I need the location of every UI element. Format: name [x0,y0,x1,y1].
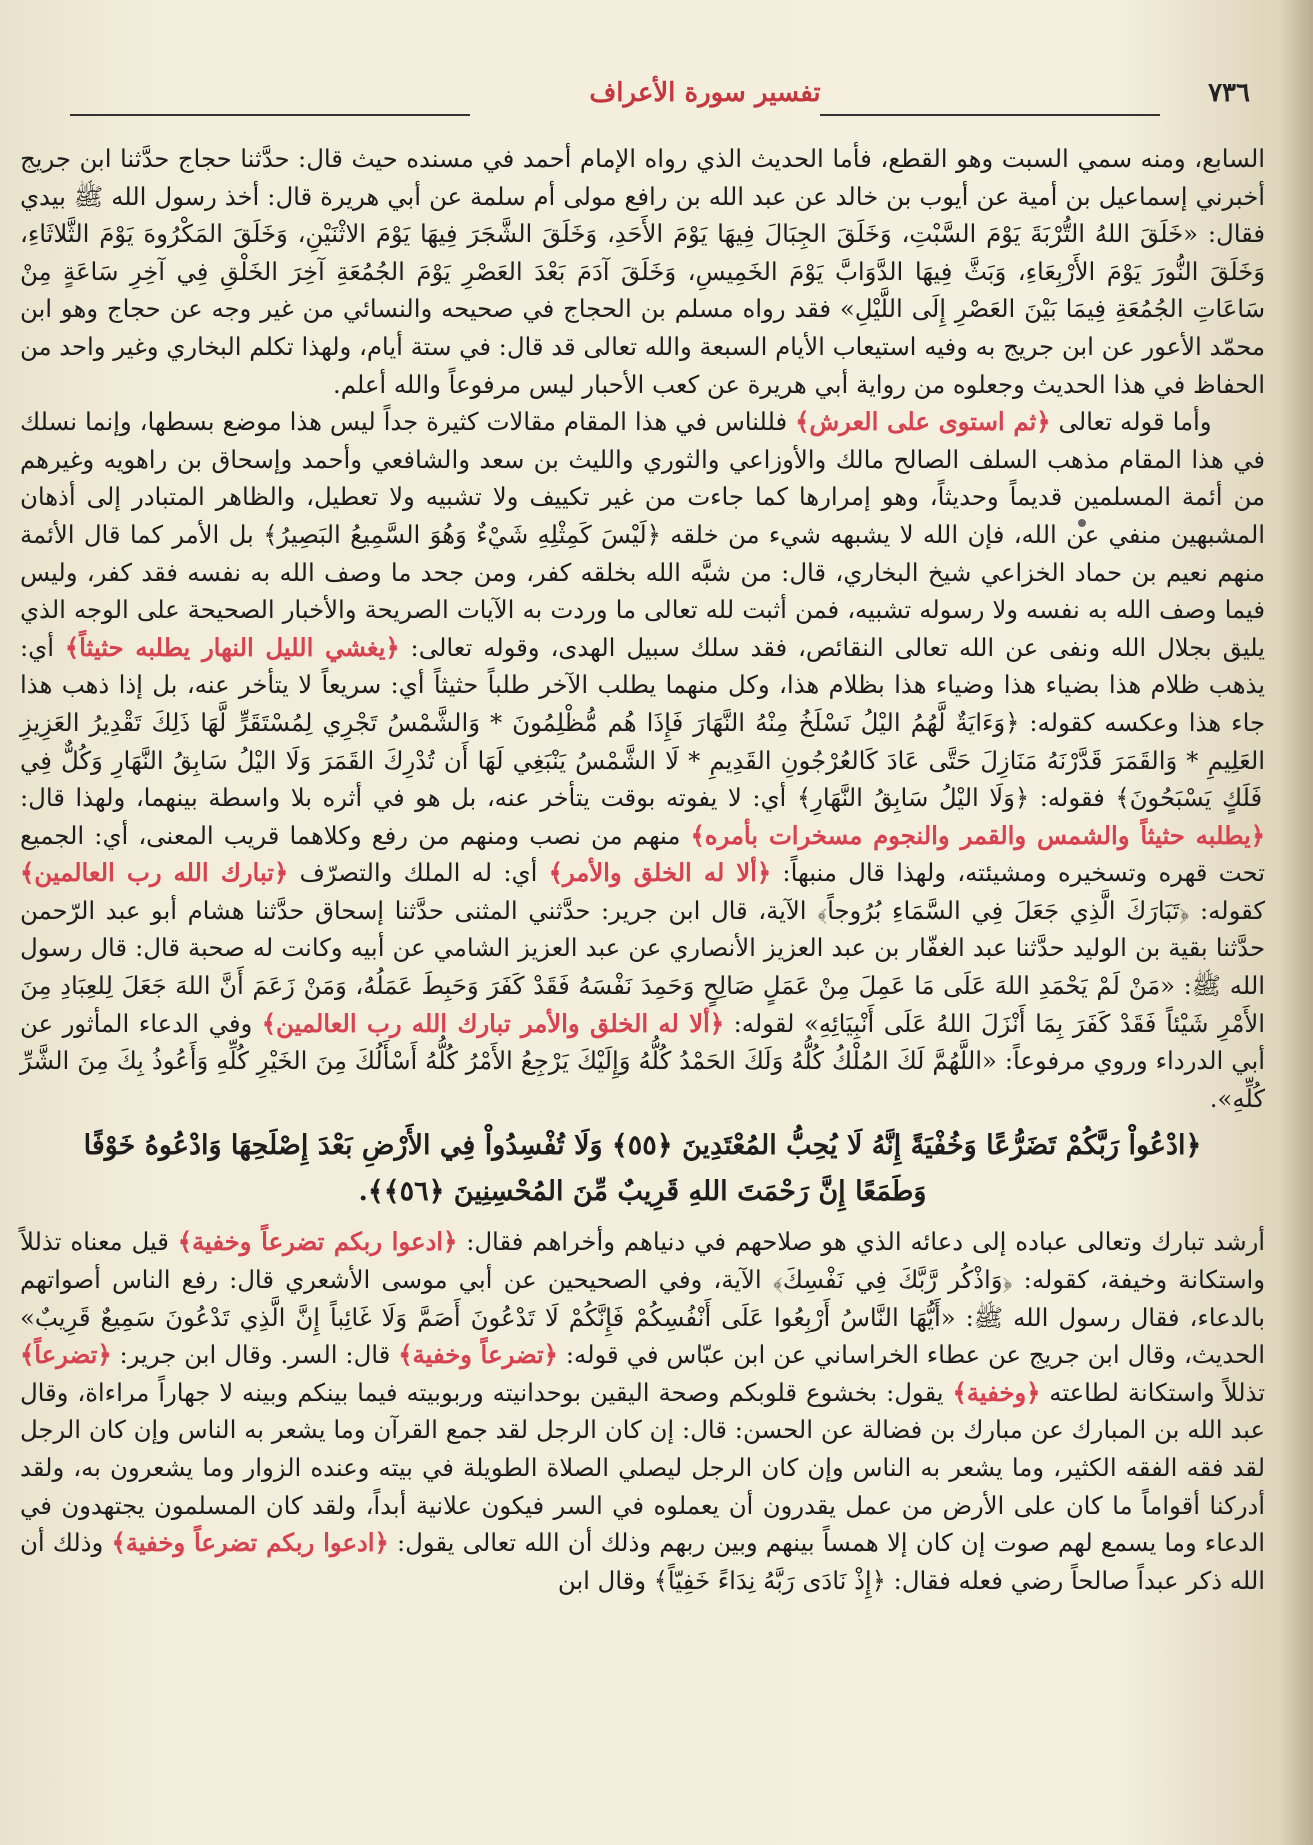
p2-run-0: وأما قوله تعالى [1058,407,1212,437]
p2-quran-ref-3: ﴿يطلبه حثيثاً والشمس والقمر والنجوم مسخرات بأمره﴾ [690,820,1265,850]
p3-quran-ref-4: ﴿وخفية﴾ [952,1377,1041,1407]
header-rule-right [820,114,1160,116]
p3-run-8: يقول: بخشوع قلوبكم وصحة اليقين بوحدانيته وربوبيته فيما بينكم وبينه لا جهاراً مراءاة، وقال عبد الله بن المبارك عن مبارك بن فضالة عن الحسن: قال: إن كان الرجل لقد جمع القرآن وما يشعر به الناس وإن كان الرجل لقد فقه الفقه الكثير، وما يشعر به الناس وإن كان الرجل ليصلي الصلاة الطويلة في بيته وعنده الزوار وما يشعرون به، ولقد أدركنا أقواماً ما كان على الأرض من عمل يقدرون أن يعملوه في السر فيكون علانية أبداً، ولقد كان المسلمون يجتهدون في الدعاء وما يسمع لهم صوت إن كان إلا همساً بينهم وبين ربهم وذلك أن الله تعالى يقول: [20,1377,1266,1558]
p3-run-4: قال: السر. وقال ابن جرير: [111,1340,391,1370]
p3-run-6: تذللاً واستكانة لطاعته [1040,1377,1265,1407]
p3-quran-ref-2: ﴿تضرعاً وخفية﴾ [398,1340,558,1370]
page-header [70,78,1250,118]
paragraph-2 [20,403,1265,1117]
p2-run-2: فللناس في هذا المقام مقالات كثيرة جداً ليس هذا موضع بسطها، وإنما نسلك في هذا المقام مذهب السلف الصالح مالك والأوزاعي والثوري والليث بن سعد والشافعي وأحمد وإسحاق بن راهويه وغيرهم من أئمة المسلمين قديماً وحديثاً، وهو إمرارها كما جاءت من غير تكييف ولا تشبيه ولا تعطيل، والظاهر المتبادر إلى أذهان المشبهين منفي عن الله، فإن الله لا يشبهه شيء من خلقه ﴿لَيْسَ كَمِثْلِهِ شَيْءٌ وَهُوَ السَّمِيعُ البَصِيرُ﴾ بل الأمر كما قال الأئمة منهم نعيم بن حماد الخزاعي شيخ البخاري، قال: من شبَّه الله بخلقه كفر، ومن جحد ما وصف الله به نفسه فقد كفر، وليس فيما وصف الله به نفسه ولا رسوله تشبيه، فمن أثبت لله تعالى ما وردت به الآيات الصريحة والأخبار الصحيحة على الوجه الذي يليق بجلال الله ونفى عن الله تعالى النقائص، فقد سلك سبيل الهدى، وقوله تعالى: [20,407,1265,662]
running-title: تفسير سورة الأعراف [589,78,821,108]
quran-verse-block: ﴿ادْعُواْ رَبَّكُمْ تَضَرُّعًا وَخُفْيَةً إِنَّهُ لَا يُحِبُّ المُعْتَدِينَ ﴿٥٥﴾ وَلَا تُفْسِدُواْ فِي الأَرْضِ بَعْدَ إِصْلَحِهَا وَادْعُوهُ خَوْفًا وَطَمَعًا إِنَّ رَحْمَتَ اللهِ قَرِيبٌ مِّنَ المُحْسِنِينَ ﴿٥٦﴾﴾. [83,1130,1202,1208]
p3-quran-ref-3: ﴿تضرعاً﴾ [20,1340,112,1370]
p2-run-12: وفي الدعاء المأثور عن أبي الدرداء وروي مرفوعاً: «اللَّهُمَّ لَكَ المُلْكُ كُلُّهُ وَلَكَ الحَمْدُ كُلُّهُ وَإِلَيْكَ يَرْجِعُ الأَمْرُ كُلُّهُ أَسْأَلُكَ مِنَ الخَيْرِ كُلِّهِ وَأَعُوذُ بِكَ مِنَ الشَّرِّ كُلِّهِ». [20,1008,1265,1113]
p3-run-10: وذلك أن الله ذكر عبداً صالحاً رضي فعله فقال: ﴿إِذْ نَادَى رَبَّهُ نِدَاءً خَفِيّاً﴾ وقال ابن [20,1528,1265,1595]
p2-quran-ref-4: ﴿ألا له الخلق والأمر﴾ [548,858,772,888]
p3-quran-ref-1: ﴿ادعوا ربكم تضرعاً وخفية﴾ [177,1227,458,1257]
p2-run-4: أي: يذهب ظلام هذا بضياء هذا وضياء هذا بظلام هذا، وكل منهما يطلب الآخر طلباً حثيثاً أي: سريعاً لا يتأخر عنه، بل إذا ذهب هذا جاء هذا وعكسه كقوله: ﴿وَءَايَةٌ لَّهُمُ اليْلُ نَسْلَخُ مِنْهُ النَّهَارَ فَإِذَا هُم مُّظْلِمُونَ * وَالشَّمْسُ تَجْرِي لِمُسْتَقَرٍّ لَّهَا ذَلِكَ تَقْدِيرُ العَزِيزِ العَلِيمِ * وَالقَمَرَ قَدَّرْنَهُ مَنَازِلَ حَتَّى عَادَ كَالعُرْجُونِ القَدِيمِ * لَا الشَّمْسُ يَنْبَغِي لَهَا أَن تُدْرِكَ القَمَرَ وَلَا اليْلُ سَابِقُ النَّهَارِ وَكُلٌّ فِي فَلَكٍ يَسْبَحُونَ﴾ فقوله: ﴿وَلَا اليْلُ سَابِقُ النَّهَارِ﴾ أي: لا يفوته بوقت يتأخر عنه، بل هو في أثره بلا واسطة بينهما، ولهذا قال: [20,632,1265,813]
paragraph-1 [20,140,1265,403]
paragraph-3 [20,1223,1265,1599]
p3-run-2: قيل معناه تذللاً واستكانة وخيفة، كقوله: ﴿وَاذْكُر رَّبَّكَ فِي نَفْسِكَ﴾ الآية، وفي الصحيحين عن أبي موسى الأشعري قال: رفع الناس أصواتهم بالدعاء، فقال رسول الله ﷺ: «أَيُّهَا النَّاسُ أَرْبِعُوا عَلَى أَنْفُسِكُمْ فَإِنَّكُمْ لَا تَدْعُونَ أَصَمَّ وَلَا غَائِباً إِنَّ الَّذِي تَدْعُونَ سَمِيعٌ قَرِيبٌ» الحديث، وقال ابن جريج عن عطاء الخراساني عن ابن عبّاس في قوله: [20,1227,1265,1370]
p3-quran-ref-5: ﴿ادعوا ربكم تضرعاً وخفية﴾ [111,1528,389,1558]
p2-quran-ref-2: ﴿يغشي الليل النهار يطلبه حثيثاً﴾ [64,632,400,662]
body-text [20,140,1265,1599]
p2-quran-ref-5: ﴿تبارك الله رب العالمين﴾ [20,858,289,888]
page-edge-shadow [1281,0,1313,1845]
p2-run-10: كقوله: ﴿تَبَارَكَ الَّذِي جَعَلَ فِي السَّمَاءِ بُرُوجاً﴾ الآية، قال ابن جرير: حدَّثني المثنى حدَّثنا إسحاق حدَّثنا هشام أبو عبد الرّحمن حدَّثنا بقية بن الوليد حدَّثنا عبد الغفّار بن عبد العزيز الأنصاري عن عبد العزيز الشامي عن أبيه وكانت له صحبة قال: قال رسول الله ﷺ: «مَنْ لَمْ يَحْمَدِ اللهَ عَلَى مَا عَمِلَ مِنْ عَمَلٍ صَالِحٍ وَحَمِدَ نَفْسَهُ فَقَدْ كَفَرَ وَحَبِطَ عَمَلُهُ، وَمَنْ زَعَمَ أَنَّ اللهَ جَعَلَ لِلعِبَادِ مِنَ الأَمْرِ شَيْئاً فَقَدْ كَفَرَ بِمَا أَنْزَلَ اللهُ عَلَى أَنْبِيَائِهِ» لقوله: [20,895,1265,1038]
page-number: ٧٣٦ [1208,78,1250,108]
p3-run-0: أرشد تبارك وتعالى عباده إلى دعائه الذي هو صلاحهم في دنياهم وأخراهم فقال: [457,1227,1265,1257]
p2-run-6: منهم من نصب ومنهم من رفع وكلاهما قريب المعنى، أي: الجميع تحت قهره وتسخيره ومشيئته، ولهذا قال منبهاً: [20,820,1265,888]
p2-run-8: أي: له الملك والتصرّف [288,858,538,888]
paragraph-1-text: السابع، ومنه سمي السبت وهو القطع، فأما الحديث الذي رواه الإمام أحمد في مسنده حيث قال: حدَّثنا حجاج حدَّثنا ابن جريج أخبرني إسماعيل بن أمية عن أيوب بن خالد عن عبد الله بن رافع مولى أم سلمة عن أبي هريرة قال: أخذ رسول الله ﷺ بيدي فقال: «خَلَقَ اللهُ التُّرْبَةَ يَوْمَ السَّبْتِ، وَخَلَقَ الجِبَالَ فِيهَا يَوْمَ الأَحَدِ، وَخَلَقَ الشَّجَرَ فِيهَا يَوْمَ الاثْنَيْنِ، وَخَلَقَ المَكْرُوهَ يَوْمَ الثَّلاثَاءِ، وَخَلَقَ النُّورَ يَوْمَ الأَرْبِعَاءِ، وَبَثَّ فِيهَا الدَّوَابَّ يَوْمَ الخَمِيسِ، وَخَلَقَ آدَمَ بَعْدَ العَصْرِ يَوْمَ الجُمُعَةِ آخِرَ الخَلْقِ فِي آخِرِ سَاعَةٍ مِنْ سَاعَاتِ الجُمُعَةِ فِيمَا بَيْنَ العَصْرِ إِلَى اللَّيْلِ» فقد رواه مسلم بن الحجاج في صحيحه والنسائي من غير وجه عن حجاج وهو ابن محمّد الأعور عن ابن جريج به وفيه استيعاب الأيام السبعة والله تعالى قد قال: في ستة أيام، ولهذا تكلم البخاري وغير واحد من الحفاظ في هذا الحديث وجعلوه من رواية أبي هريرة عن كعب الأحبار ليس مرفوعاً والله أعلم. [20,144,1266,399]
p2-quran-ref-1: ﴿ثم استوى على العرش﴾ [795,407,1051,437]
header-rule-left [70,114,470,116]
p2-quran-ref-6: ﴿ألا له الخلق والأمر تبارك الله رب العالمين﴾ [261,1008,724,1038]
